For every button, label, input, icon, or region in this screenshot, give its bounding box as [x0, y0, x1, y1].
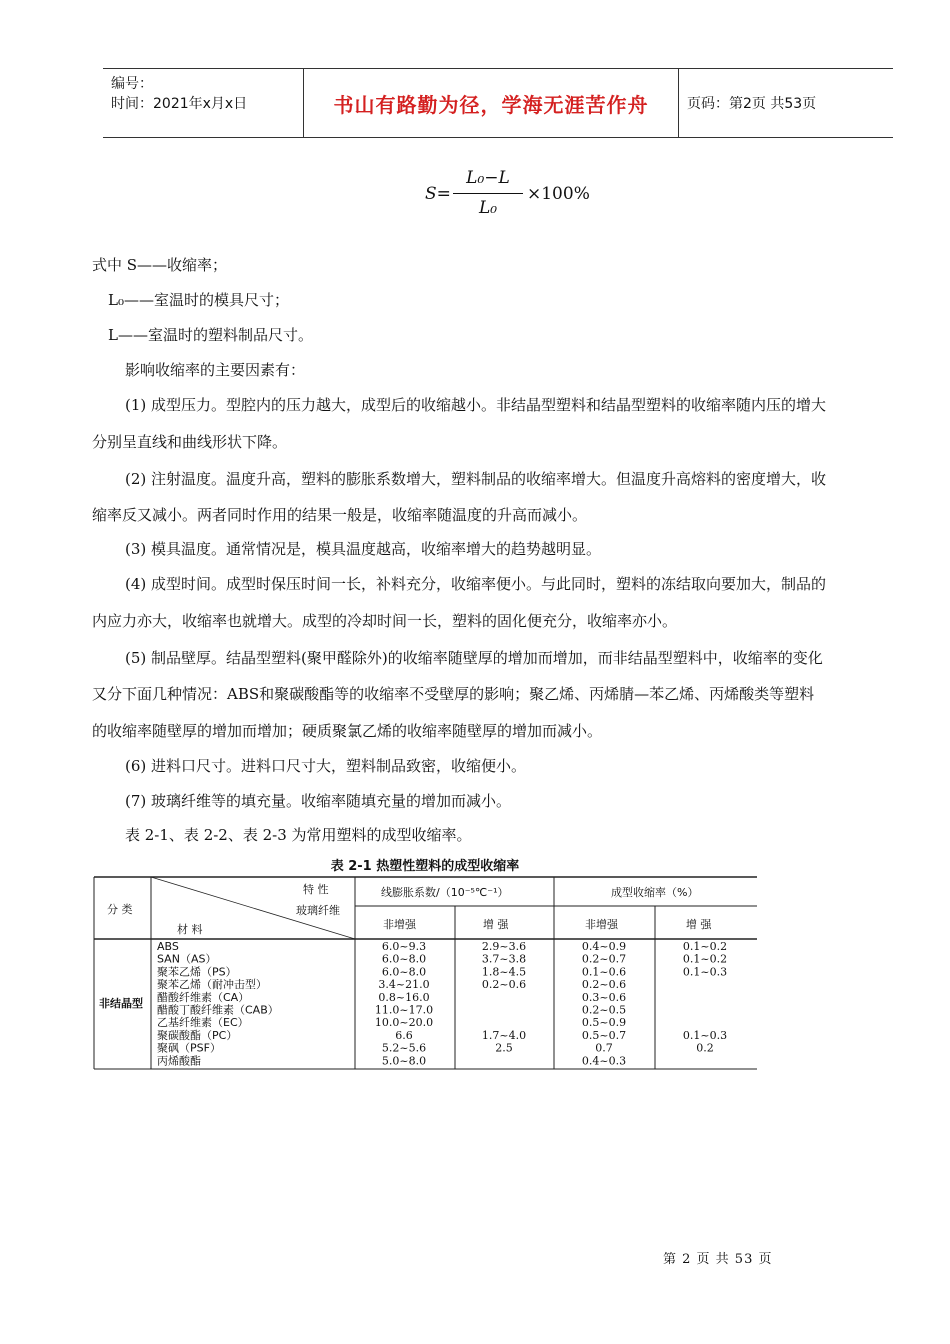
header-page-label: 页码：第2页 共53页	[687, 96, 817, 112]
header-meta	[103, 69, 304, 137]
factor-4-line-1: (4) 成型时间。成型时保压时间一长，补料充分，收缩率便小。与此同时，塑料的冻结取向要加大，制品的	[125, 575, 827, 593]
group-amorphous: 非结晶型	[99, 997, 143, 1010]
table-cell-m: 聚苯乙烯（耐冲击型）	[157, 978, 267, 992]
table-cell-e2: 2.9~3.6	[481, 940, 527, 953]
table-cell-s1: 0.7	[595, 1041, 613, 1055]
table-cell-e1: 6.0~8.0	[381, 965, 427, 979]
factor-3: (3) 模具温度。通常情况是，模具温度越高，收缩率增大的趋势越明显。	[125, 540, 602, 558]
definition-s: 式中 S——收缩率；	[92, 256, 228, 274]
factor-5-line-2: 又分下面几种情况：ABS和聚碳酸酯等的收缩率不受壁厚的影响；聚乙烯、丙烯腈—苯乙烯、丙烯酸类等塑料	[92, 685, 815, 703]
table-cell-s1: 0.4~0.3	[581, 1054, 627, 1068]
hdr-exp-reinforced: 增 强	[483, 918, 509, 931]
table-cell-e1: 6.6	[395, 1028, 413, 1042]
factor-1-line-2: 分别呈直线和曲线形状下降。	[92, 433, 288, 451]
hdr-exp-unreinforced: 非增强	[383, 918, 416, 931]
hdr-shr-unreinforced: 非增强	[585, 918, 618, 931]
table-grid	[91, 873, 759, 1073]
table-cell-s1: 0.5~0.7	[581, 1028, 627, 1042]
table-cell-e1: 0.8~16.0	[378, 990, 430, 1004]
factor-2-line-2: 缩率反又减小。两者同时作用的结果一般是，收缩率随温度的升高而减小。	[92, 506, 588, 524]
table-cell-s1: 0.5~0.9	[581, 1016, 627, 1030]
table-cell-s2: 0.1~0.2	[682, 952, 728, 966]
fraction-bar	[453, 193, 523, 194]
table-cell-s1: 0.2~0.7	[581, 952, 627, 966]
factor-6: (6) 进料口尺寸。进料口尺寸大，塑料制品致密，收缩便小。	[125, 757, 527, 775]
hdr-shr-reinforced: 增 强	[686, 918, 712, 931]
factor-5-line-1: (5) 制品壁厚。结晶型塑料(聚甲醛除外)的收缩率随壁厚的增加而增加，而非结晶型塑料中，收缩率的变化	[125, 649, 823, 667]
hdr-shrink: 成型收缩率（%）	[611, 886, 699, 899]
page-header	[103, 68, 893, 138]
table-cell-s2: 0.1~0.2	[682, 940, 728, 953]
table-cell-e2: 2.5	[495, 1041, 513, 1055]
table-cell-s1: 0.2~0.5	[581, 1003, 627, 1017]
table-cell-e1: 3.4~21.0	[378, 978, 430, 992]
table-cell-e2: 1.7~4.0	[481, 1028, 527, 1042]
table-cell-e1: 6.0~9.3	[381, 940, 427, 953]
table-cell-e1: 10.0~20.0	[374, 1016, 434, 1030]
table-cell-e1: 6.0~8.0	[381, 952, 427, 966]
table-cell-m: ABS	[157, 940, 179, 953]
page-footer: 第 2 页 共 53 页	[663, 1252, 773, 1267]
table-cell-s1: 0.2~0.6	[581, 978, 627, 992]
table-cell-m: 醋酸纤维素（CA）	[157, 990, 250, 1004]
table-cell-m: 聚碳酸酯（PC）	[157, 1028, 238, 1042]
table-cell-s2: 0.1~0.3	[682, 965, 728, 979]
table-cell-m: SAN（AS）	[157, 952, 217, 966]
factor-7: (7) 玻璃纤维等的填充量。收缩率随填充量的增加而减小。	[125, 792, 512, 810]
table-cell-m: 醋酸丁酸纤维素（CAB）	[157, 1003, 279, 1017]
hdr-material: 材 料	[177, 923, 203, 936]
factors-intro: 影响收缩率的主要因素有：	[125, 361, 306, 379]
table-cell-s2: 0.2	[696, 1041, 714, 1055]
formula-denominator: L₀	[478, 198, 498, 218]
table-cell-e1: 5.0~8.0	[381, 1054, 427, 1068]
shrinkage-table	[91, 855, 759, 1075]
hdr-category: 分 类	[107, 903, 133, 916]
table-cell-s1: 0.3~0.6	[581, 990, 627, 1004]
table-cell-m: 聚苯乙烯（PS）	[157, 965, 237, 979]
formula-lhs: S=	[425, 184, 451, 204]
header-motto: 书山有路勤为径，学海无涯苦作舟	[304, 69, 679, 137]
formula-rhs: ×100%	[527, 184, 590, 204]
hdr-glass: 玻璃纤维	[296, 904, 340, 917]
formula-numerator: L₀−L	[466, 168, 510, 188]
table-cell-e1: 11.0~17.0	[374, 1003, 434, 1017]
table-reference: 表 2-1、表 2-2、表 2-3 为常用塑料的成型收缩率。	[125, 826, 472, 844]
factor-5-line-3: 的收缩率随壁厚的增加而增加；硬质聚氯乙烯的收缩率随壁厚的增加而减小。	[92, 722, 603, 740]
factor-4-line-2: 内应力亦大，收缩率也就增大。成型的冷却时间一长，塑料的固化便充分，收缩率亦小。	[92, 612, 678, 630]
hdr-expansion: 线膨胀系数/（10⁻⁵℃⁻¹）	[381, 886, 509, 899]
factor-2-line-1: (2) 注射温度。温度升高，塑料的膨胀系数增大，塑料制品的收缩率增大。但温度升高熔料的密度增大，收	[125, 470, 827, 488]
table-cell-e1: 5.2~5.6	[381, 1041, 427, 1055]
table-cell-e2: 1.8~4.5	[481, 965, 527, 979]
factor-1-line-1: (1) 成型压力。型腔内的压力越大，成型后的收缩越小。非结晶型塑料和结晶型塑料的收缩率随内压的增大	[125, 396, 827, 414]
definition-l: L——室温时的塑料制品尺寸。	[108, 326, 313, 344]
table-cell-m: 丙烯酸酯	[157, 1054, 201, 1068]
serial-label: 编号：	[111, 76, 153, 92]
table-cell-s2: 0.1~0.3	[682, 1028, 728, 1042]
table-cell-m: 乙基纤维素（EC）	[157, 1016, 249, 1030]
table-cell-s1: 0.1~0.6	[581, 965, 627, 979]
table-cell-e2: 0.2~0.6	[481, 978, 527, 992]
time-label: 时间：2021年x月x日	[111, 96, 248, 112]
hdr-property: 特 性	[303, 883, 329, 896]
table-cell-e2: 3.7~3.8	[481, 952, 527, 966]
definition-l0: L₀——室温时的模具尺寸；	[108, 291, 289, 309]
table-cell-s1: 0.4~0.9	[581, 940, 627, 953]
table-cell-m: 聚砜（PSF）	[157, 1041, 221, 1055]
table-caption: 表 2-1 热塑性塑料的成型收缩率	[330, 859, 520, 874]
